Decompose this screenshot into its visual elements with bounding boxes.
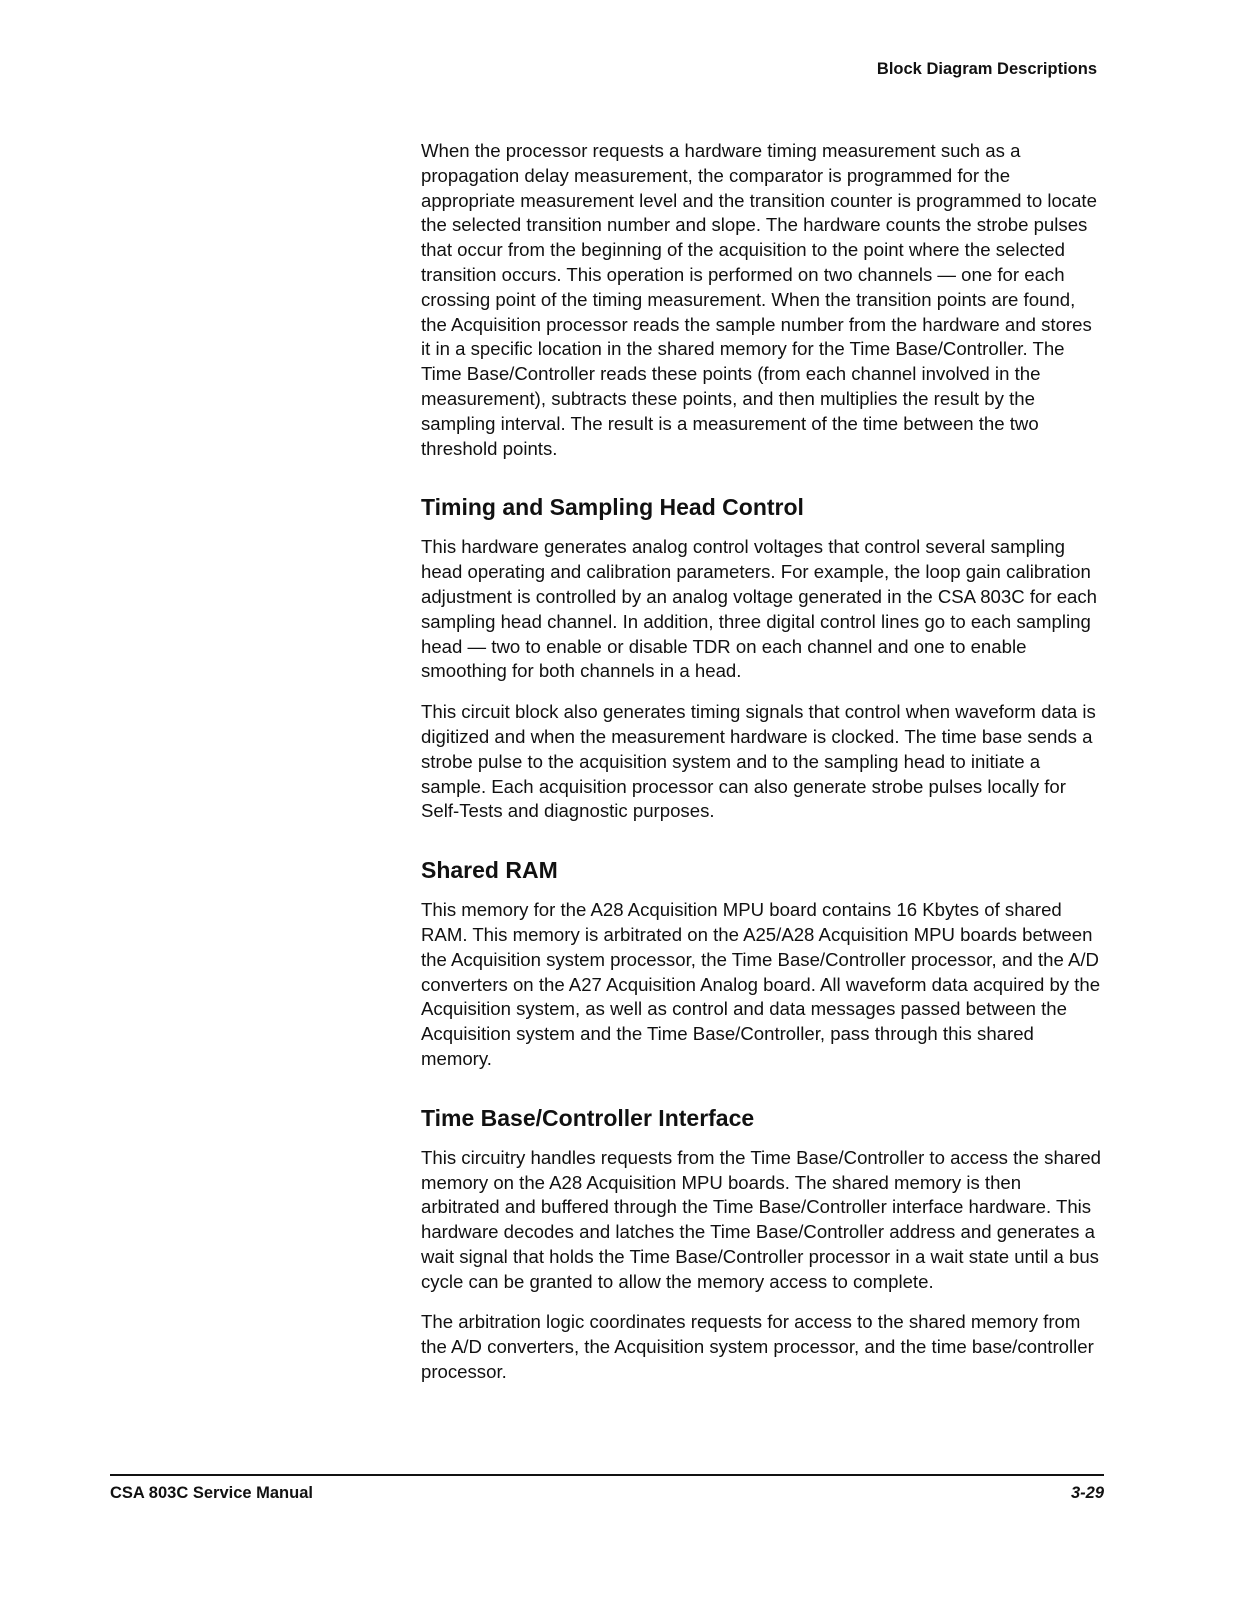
- intro-paragraph: When the processor requests a hardware timing measurement such as a propagation delay measurement, the comparator is programmed for the appropriate measurement level and the transition counter is programmed to locate the selected transition number and slope. The hardware counts the strobe pulses that occur from the beginning of the acquisition to the point where the selected transition occurs. This operation is performed on two channels — one for each crossing point of the timing measurement. When the transition points are found, the Acquisition processor reads the sample number from the hardware and stores it in a specific location in the shared memory for the Time Base/Controller. The Time Base/Controller reads these points (from each channel involved in the measurement), subtracts these points, and then multiplies the result by the sampling interval. The result is a measurement of the time between the two threshold points.: [421, 140, 1097, 459]
- section-paragraph: This memory for the A28 Acquisition MPU board contains 16 Kbytes of shared RAM. This memory is arbitrated on the A25/A28 Acquisition MPU boards between the Acquisition system processor, the Time Base/Controller processor, and the A/D converters on the A27 Acquisition Analog board. All waveform data acquired by the Acquisition system, as well as control and data messages passed between the Acquisition system and the Time Base/Controller, pass through this shared memory.: [421, 899, 1101, 1069]
- footer-page-number: 3-29: [1070, 1484, 1104, 1502]
- footer-rule: [110, 1474, 1104, 1476]
- section-heading-timing-sampling: Timing and Sampling Head Control: [421, 494, 804, 521]
- page-content: [421, 139, 1101, 1401]
- section-paragraph: This circuitry handles requests from the Time Base/Controller to access the shared memory on the A28 Acquisition MPU boards. The shared memory is then arbitrated and buffered through the Time Base/Controller interface hardware. This hardware decodes and latches the Time Base/Controller address and generates a wait signal that holds the Time Base/Controller processor in a wait state until a bus cycle can be granted to allow the memory access to complete.: [421, 1146, 1101, 1292]
- section-paragraph: The arbitration logic coordinates requests for access to the shared memory from the A/D converters, the Acquisition system processor, and the time base/controller processor.: [421, 1311, 1094, 1383]
- section-paragraph: This circuit block also generates timing signals that control when waveform data is digitized and when the measurement hardware is clocked. The time base sends a strobe pulse to the acquisition system and to the sampling head to initiate a sample. Each acquisition processor can also generate strobe pulses locally for Self-Tests and diagnostic purposes.: [421, 701, 1096, 822]
- section-heading-shared-ram: Shared RAM: [421, 857, 558, 884]
- section-heading-time-base-interface: Time Base/Controller Interface: [421, 1104, 755, 1131]
- footer-manual-title: CSA 803C Service Manual: [110, 1484, 313, 1502]
- running-head: Block Diagram Descriptions: [876, 60, 1097, 78]
- section-paragraph: This hardware generates analog control voltages that control several sampling head operating and calibration parameters. For example, the loop gain calibration adjustment is controlled by an analog voltage generated in the CSA 803C for each sampling head channel. In addition, three digital control lines go to each sampling head — two to enable or disable TDR on each channel and one to enable smoothing for both channels in a head.: [421, 536, 1098, 682]
